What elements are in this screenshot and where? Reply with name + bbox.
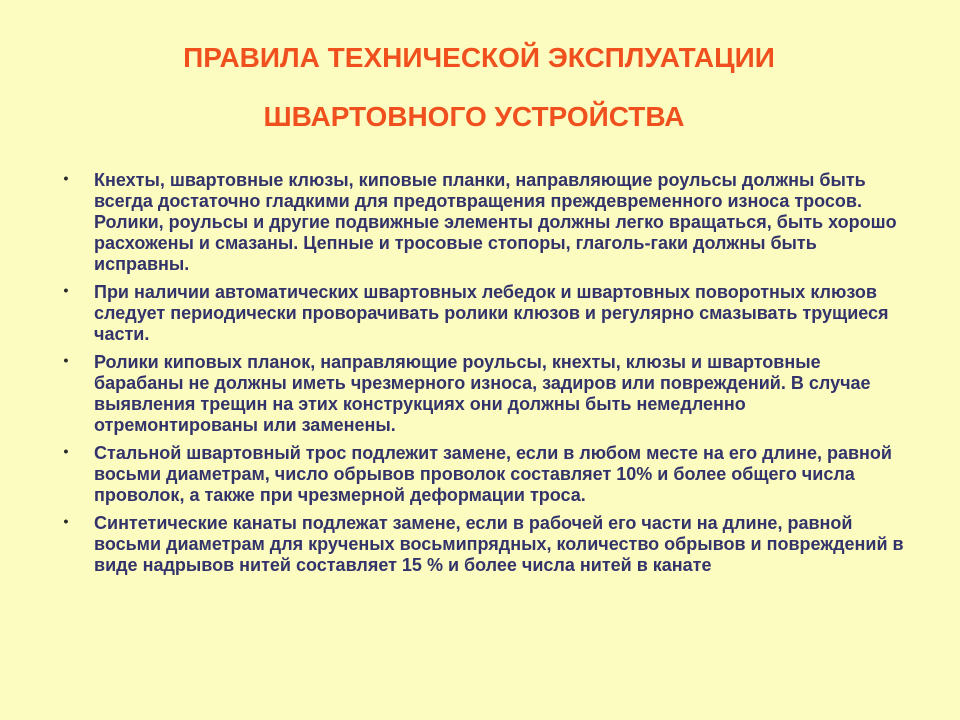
bullet-dot-icon: • — [63, 443, 69, 459]
bullet-text: Кнехты, швартовные клюзы, киповые планки, направляющие роульсы должны быть всегда достаточно гладкими для предотвращения преждевременного износа тросов. Ролики, роульсы и другие подвижные элементы должны легко вращаться, быть хорошо расхожены и смазаны. Цепные и тросовые стопоры, глаголь-гаки должны быть исправны. — [94, 170, 897, 274]
bullet-item — [60, 170, 910, 275]
bullet-dot-icon: • — [63, 282, 69, 298]
bullet-dot-icon: • — [63, 513, 69, 529]
bullet-item — [60, 513, 910, 576]
bullet-text: Ролики киповых планок, направляющие роульсы, кнехты, клюзы и швартовные барабаны не должны иметь чрезмерного износа, задиров или повреждений. В случае выявления трещин на этих конструкциях они должны быть немедленно отремонтированы или заменены. — [94, 352, 871, 435]
bullet-item — [60, 352, 910, 436]
bullet-item — [60, 282, 910, 345]
bullet-text: При наличии автоматических швартовных лебедок и швартовных поворотных клюзов следует периодически проворачивать ролики клюзов и регулярно смазывать трущиеся части. — [94, 282, 889, 344]
bullet-text: Стальной швартовный трос подлежит замене, если в любом месте на его длине, равной восьми диаметрам, число обрывов проволок составляет 10% и более общего числа проволок, а также при чрезмерной деформации троса. — [94, 443, 892, 505]
bullet-item — [60, 443, 910, 506]
bullet-dot-icon: • — [63, 170, 69, 186]
slide-title-line-2: ШВАРТОВНОГО УСТРОЙСТВА — [263, 101, 685, 132]
bullet-dot-icon: • — [63, 352, 69, 368]
slide-title-line-1: ПРАВИЛА ТЕХНИЧЕСКОЙ ЭКСПЛУАТАЦИИ — [183, 42, 775, 73]
bullet-text: Синтетические канаты подлежат замене, если в рабочей его части на длине, равной восьми диаметрам для крученых восьмипрядных, количество обрывов и повреждений в виде надрывов нитей составляет 15 % и более числа нитей в канате — [94, 513, 904, 575]
bullet-list — [60, 170, 910, 576]
